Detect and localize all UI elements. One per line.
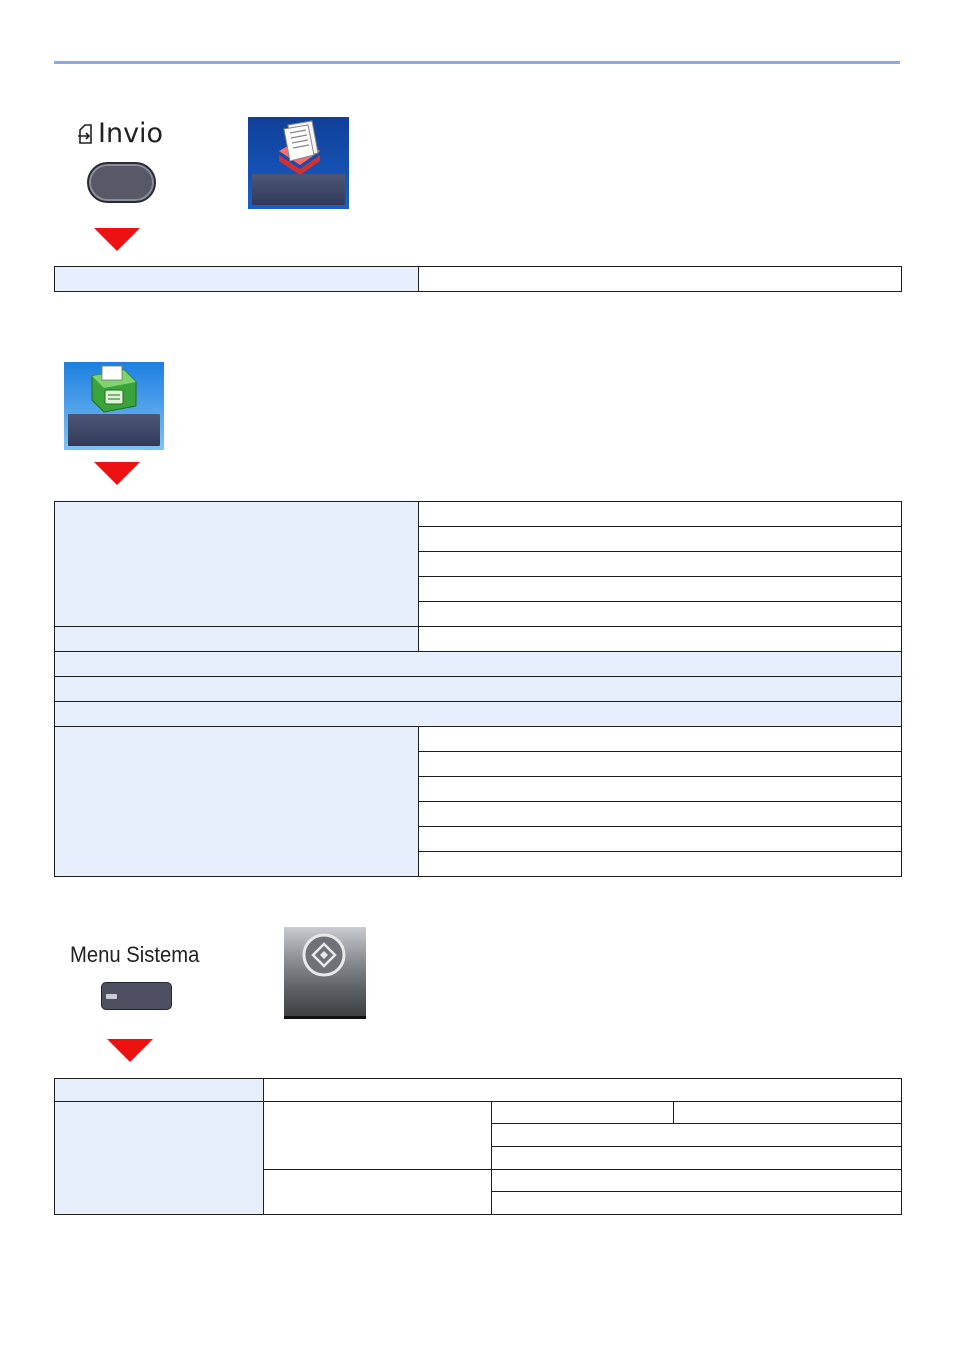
system-menu-key-button[interactable] <box>101 982 172 1010</box>
table-cell <box>419 827 902 852</box>
system-menu-key-label: Menu Sistema <box>70 942 200 967</box>
table-cell <box>492 1102 674 1124</box>
table-cell <box>419 527 902 552</box>
table-cell <box>492 1124 902 1147</box>
table-cell <box>264 1170 492 1215</box>
table-cell <box>419 802 902 827</box>
document-box-icon <box>64 362 164 418</box>
table-cell <box>492 1170 902 1192</box>
table-cell <box>419 267 902 292</box>
table-cell <box>419 752 902 777</box>
table-cell <box>55 267 419 292</box>
table-cell <box>419 602 902 627</box>
table-cell <box>492 1147 902 1170</box>
send-key-button[interactable] <box>87 162 156 203</box>
table-cell <box>264 1102 492 1170</box>
send-key-label <box>78 118 163 149</box>
down-arrow-1 <box>94 228 140 251</box>
document-box-table <box>54 501 902 877</box>
table-cell <box>55 702 902 727</box>
table-cell <box>55 1079 264 1102</box>
table-cell <box>55 627 419 652</box>
document-stack-icon <box>248 117 349 177</box>
job-status-tile[interactable] <box>248 117 349 209</box>
table-cell <box>492 1192 902 1215</box>
table-cell <box>419 777 902 802</box>
table-cell <box>674 1102 902 1124</box>
table-cell <box>419 552 902 577</box>
table-cell <box>55 502 419 627</box>
system-menu-tile[interactable] <box>284 927 366 1019</box>
table-cell <box>55 1102 264 1215</box>
table-cell <box>419 577 902 602</box>
table-cell <box>55 727 419 877</box>
job-status-tile-label-bar <box>252 174 345 205</box>
header-rule <box>54 61 900 64</box>
table-cell <box>419 727 902 752</box>
down-arrow-2 <box>94 462 140 485</box>
send-settings-table <box>54 266 902 292</box>
document-box-tile-label-bar <box>68 414 160 446</box>
system-menu-table <box>54 1078 902 1215</box>
down-arrow-3 <box>107 1039 153 1062</box>
table-cell <box>264 1079 902 1102</box>
send-key-text: Invio <box>98 118 164 149</box>
send-arrow-icon <box>78 124 96 144</box>
table-cell <box>419 627 902 652</box>
document-box-tile[interactable] <box>64 362 164 450</box>
table-cell <box>55 677 902 702</box>
diamond-settings-icon <box>284 927 366 987</box>
key-indicator-led <box>106 994 117 999</box>
table-cell <box>55 652 902 677</box>
table-cell <box>419 502 902 527</box>
table-cell <box>419 852 902 877</box>
